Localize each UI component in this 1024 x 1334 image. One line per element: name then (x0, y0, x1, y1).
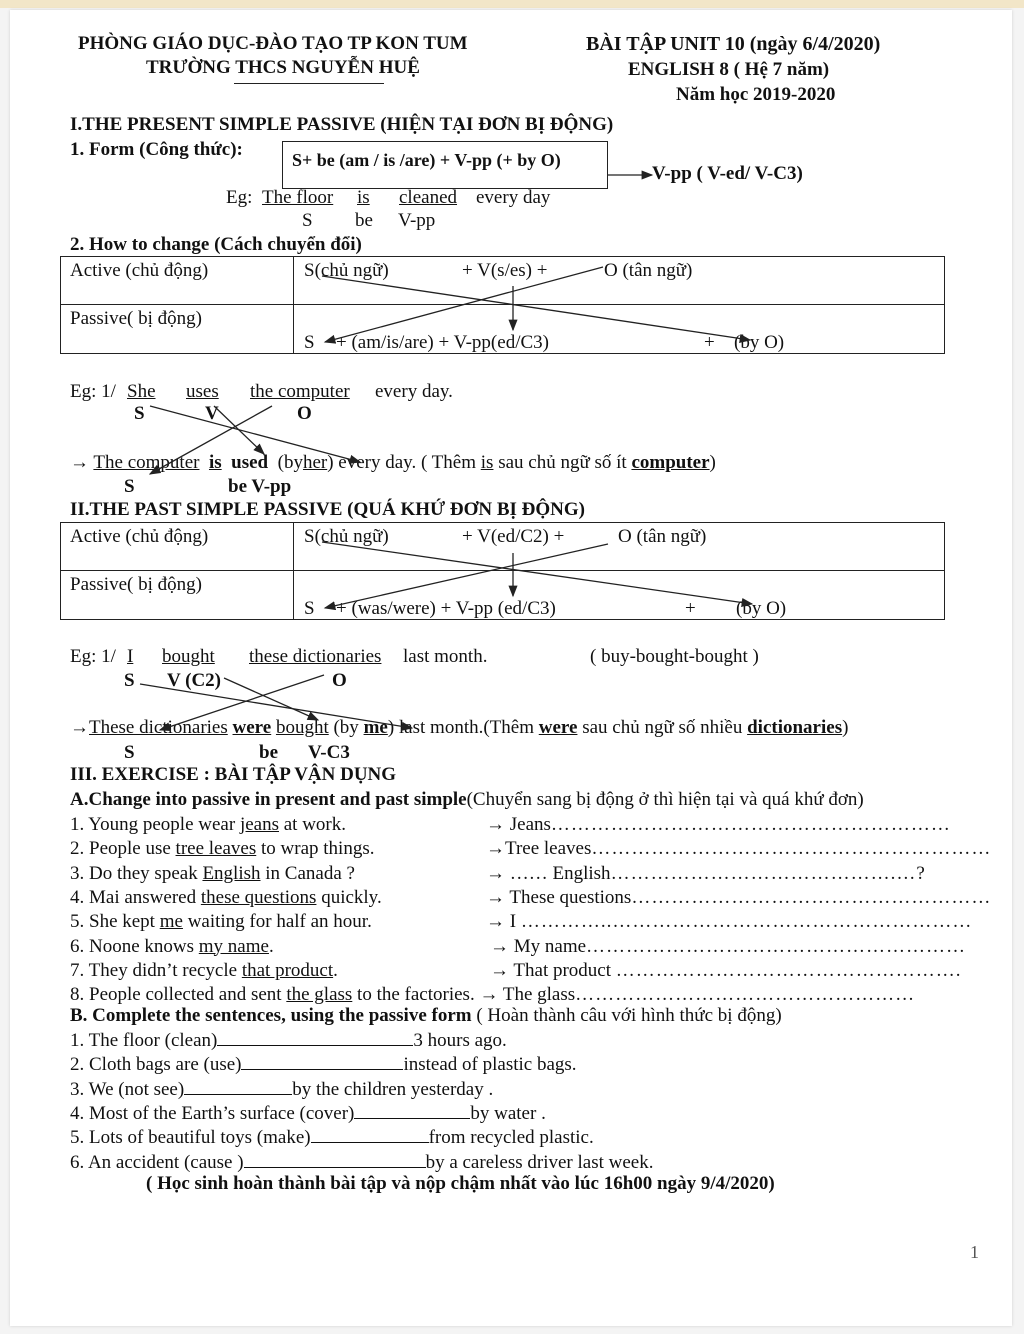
item-text-end: . (268, 935, 274, 957)
item-text: 8. People collected and sent (70, 984, 287, 1006)
item-text: 2. People use (70, 838, 176, 860)
item-underlined: English (202, 862, 261, 884)
ex1-ans-rest2: sau chủ ngữ số ít (493, 452, 632, 473)
present-passive-byo: (by O) (734, 332, 785, 353)
ex1-ans-rest1: ) every day. ( Thêm (327, 452, 481, 473)
ex1-ans-label-be: be V-pp (228, 476, 292, 497)
eg1-label-vpp: V-pp (398, 210, 436, 231)
ex1-ans-verb: used (231, 452, 269, 473)
ex1-ans-subject: The computer (93, 452, 200, 473)
eg1-prefix: Eg: (226, 187, 253, 208)
ex1-subject: She (127, 381, 156, 402)
past-table-col (293, 522, 294, 620)
answer-start: →Tree leaves (486, 838, 592, 860)
answer-start: → That product (490, 959, 616, 981)
answer-start: → …… English (486, 862, 611, 884)
item-underlined: jeans (239, 814, 279, 835)
exercise-b-instruction (70, 1005, 782, 1027)
item-text: 5. She kept (70, 911, 160, 933)
item-text-end: in Canada ? (260, 862, 355, 884)
answer-dots[interactable]: ………………………………………………… (586, 935, 967, 957)
past-passive-byo: (by O) (736, 598, 787, 619)
ex1-verb: uses (186, 381, 219, 402)
exercise-b-item (70, 1102, 546, 1125)
ex2-answer-line (70, 717, 848, 739)
past-active-subject: S(chủ ngữ) (304, 526, 389, 547)
answer-blank[interactable] (354, 1102, 470, 1119)
exercise-a-answer[interactable] (486, 814, 951, 836)
ex2-verb-forms: ( buy-bought-bought ) (590, 646, 759, 667)
answer-blank[interactable] (311, 1126, 429, 1143)
exercise-b-title: B. Complete the sentences, using the passive form (70, 1005, 472, 1026)
present-table-col (293, 256, 294, 354)
header-title: BÀI TẬP UNIT 10 (ngày 6/4/2020) (586, 33, 881, 55)
answer-dots[interactable]: …………………………………………… (575, 984, 916, 1006)
item-text: 6. Noone knows (70, 935, 199, 957)
item-text-end: to the factories. (352, 984, 480, 1006)
exercise-a-item (70, 863, 355, 885)
exercise-b-item (70, 1078, 493, 1101)
exercise-a-item (70, 838, 374, 860)
eg1-be: is (357, 187, 370, 208)
header-school: TRƯỜNG THCS NGUYỄN HUỆ (146, 57, 420, 78)
school-underline (234, 83, 384, 84)
ex2-label-o: O (332, 670, 347, 691)
item-text-end: at work. (278, 814, 346, 835)
answer-blank[interactable] (184, 1078, 292, 1095)
ex1-rest: every day. (375, 381, 453, 402)
answer-start: → These questions (486, 886, 632, 908)
past-active-verb: + V(ed/C2) + (462, 526, 565, 547)
answer-dots[interactable]: …………..……………………………………………… (520, 911, 973, 933)
vpp-note: V-pp ( V-ed/ V-C3) (652, 163, 803, 184)
exercise-a-answer[interactable] (486, 838, 991, 860)
answer-blank[interactable] (217, 1029, 413, 1046)
ex1-ans-is: is (480, 452, 494, 473)
answer-blank[interactable] (241, 1053, 403, 1070)
answer-dots[interactable]: …………………………………………………… (550, 814, 951, 835)
item-text: 7. They didn’t recycle (70, 959, 242, 981)
present-passive-subject: S (304, 332, 315, 353)
ex1-label-v: V (205, 403, 219, 424)
ex1-prefix: Eg: 1/ (70, 381, 116, 402)
past-passive-be: + (was/were) + V-pp (ed/C3) (336, 598, 556, 619)
ex1-answer-line (70, 452, 716, 474)
answer-dots[interactable]: ……………………………………………. (615, 959, 962, 981)
exercise-a-answer[interactable] (479, 984, 915, 1005)
ex1-ans-rest3: ) (709, 452, 716, 473)
item-text-end: 3 hours ago. (413, 1030, 507, 1051)
window-top-bar (0, 0, 1024, 8)
exercise-a-answer[interactable] (490, 936, 966, 958)
item-underlined: me (159, 911, 183, 933)
item-underlined: that product (241, 959, 334, 981)
ex2-object: these dictionaries (249, 646, 382, 667)
item-text: 1. Young people wear (70, 814, 240, 835)
ex2-ans-rest1: ) last month.(Thêm (387, 717, 539, 738)
item-text: 3. Do they speak (70, 862, 203, 884)
ex1-object: the computer (250, 381, 350, 402)
exercise-a-item (70, 960, 338, 982)
exercise-b-item (70, 1151, 653, 1174)
item-underlined: tree leaves (175, 838, 257, 860)
exercise-a-answer[interactable] (490, 960, 962, 982)
eg1-rest: every day (476, 187, 551, 208)
item-underlined: these questions (200, 886, 317, 908)
present-active-object: O (tân ngữ) (604, 260, 693, 281)
exercise-b-item (70, 1126, 594, 1149)
item-text-end: by water . (470, 1102, 546, 1124)
eg1-label-be: be (355, 210, 373, 231)
ex2-ans-me: me (363, 717, 388, 738)
eg1-verb: cleaned (399, 187, 458, 208)
item-text-end: . (333, 959, 338, 981)
item-text: 1. The floor (clean) (70, 1030, 218, 1051)
eg1-label-s: S (302, 210, 313, 231)
page-number: 1 (970, 1242, 979, 1262)
past-passive-label: Passive( bị động) (70, 574, 202, 595)
past-passive-plus: + (685, 598, 696, 619)
exercise-b-item (70, 1053, 577, 1076)
present-passive-label: Passive( bị động) (70, 308, 202, 329)
exercise-a-item (70, 887, 382, 909)
ex1-ans-by: (by (277, 452, 303, 473)
exercise-a-answer[interactable] (486, 911, 972, 933)
header-subject: ENGLISH 8 ( Hệ 7 năm) (628, 59, 830, 80)
answer-blank[interactable] (244, 1151, 426, 1168)
item-text-end: instead of plastic bags. (403, 1054, 577, 1076)
item-underlined: the glass (286, 984, 353, 1006)
formula-text: S+ be (am / is /are) + V-pp (+ by O) (292, 150, 561, 170)
item-text: 4. Most of the Earth’s surface (cover) (70, 1102, 355, 1124)
ex1-label-o: O (297, 403, 312, 424)
arrow-icon: → (70, 717, 89, 738)
form-label: 1. Form (Công thức): (70, 139, 243, 160)
ex1-ans-label-s: S (124, 476, 135, 497)
present-active-label: Active (chủ động) (70, 260, 209, 281)
past-passive-subject: S (304, 598, 315, 619)
ex1-ans-be: is (208, 452, 222, 473)
exercise-a-item (70, 814, 346, 836)
ex2-ans-verb: bought (275, 717, 329, 738)
ex2-ans-were: were (538, 717, 578, 738)
answer-start: → Jeans (486, 814, 551, 835)
exercise-a-note: (Chuyển sang bị động ở thì hiện tại và quá khứ đơn) (466, 789, 864, 810)
exercise-b-note: ( Hoàn thành câu với hình thức bị động) (471, 1005, 782, 1026)
exercise-a-item (70, 911, 372, 933)
answer-dots[interactable]: …………………………………………………… (591, 838, 992, 860)
answer-dots[interactable]: …………………………………….…? (610, 862, 926, 884)
item-underlined: my name (198, 935, 269, 957)
item-text-end: by a careless driver last week. (425, 1151, 654, 1173)
item-text-end: quickly. (316, 886, 382, 908)
exercise-b-item (70, 1029, 507, 1052)
exercise-a-answer[interactable] (486, 863, 926, 885)
ex2-ans-label-be: be (259, 742, 278, 763)
present-active-verb: + V(s/es) + (462, 260, 548, 281)
section2-heading: II.THE PAST SIMPLE PASSIVE (QUÁ KHỨ ĐƠN BỊ ĐỘNG) (70, 499, 586, 520)
item-text: 5. Lots of beautiful toys (make) (70, 1127, 311, 1149)
exercise-a-answer[interactable] (486, 887, 991, 909)
ex2-ans-subject: These dictionaries (89, 717, 228, 738)
ex2-subject: I (127, 646, 134, 667)
header-department: PHÒNG GIÁO DỤC-ĐÀO TẠO TP KON TUM (78, 33, 468, 54)
ex1-label-s: S (134, 403, 145, 424)
exercise-a-item (70, 984, 915, 1006)
answer-start: → My name (490, 935, 587, 957)
past-active-label: Active (chủ động) (70, 526, 209, 547)
item-text: 6. An accident (cause ) (70, 1151, 244, 1173)
ex2-label-s: S (124, 670, 135, 691)
ex2-label-v: V (C2) (167, 670, 222, 691)
past-table-divider (60, 570, 944, 571)
item-text: 2. Cloth bags are (use) (70, 1054, 242, 1076)
present-table-divider (60, 304, 944, 305)
ex2-ans-rest2: sau chủ ngữ số nhiều (577, 717, 748, 738)
answer-dots[interactable]: ……………………………………………… (631, 886, 992, 908)
arrow-icon: → (70, 452, 89, 473)
ex2-rest: last month. (403, 646, 488, 667)
answer-start: → The glass (479, 984, 576, 1006)
item-text: 4. Mai answered (70, 886, 201, 908)
ex2-ans-label-s: S (124, 742, 135, 763)
present-active-subject: S(chủ ngữ) (304, 260, 389, 281)
ex2-verb: bought (162, 646, 215, 667)
item-text: 3. We (not see) (70, 1078, 185, 1100)
ex2-ans-label-v: V-C3 (308, 742, 350, 763)
item-text-end: waiting for half an hour. (182, 911, 372, 933)
section1-heading: I.THE PRESENT SIMPLE PASSIVE (HIỆN TẠI ĐƠN BỊ ĐỘNG) (70, 114, 614, 135)
footer-note: ( Học sinh hoàn thành bài tập và nộp chậm nhất vào lúc 16h00 ngày 9/4/2020) (146, 1173, 775, 1194)
exercise-a-title: A.Change into passive in present and past simple (70, 789, 467, 810)
past-active-object: O (tân ngữ) (618, 526, 707, 547)
ex2-ans-by: (by (333, 717, 359, 738)
present-passive-be: + (am/is/are) + V-pp(ed/C3) (336, 332, 549, 353)
how-to-change: 2. How to change (Cách chuyển đổi) (70, 234, 362, 255)
item-text-end: to wrap things. (256, 838, 375, 860)
answer-start: → I (486, 911, 521, 933)
present-passive-plus: + (704, 332, 715, 353)
ex2-ans-be: were (232, 717, 272, 738)
header-school-year: Năm học 2019-2020 (676, 84, 836, 105)
item-text-end: from recycled plastic. (428, 1127, 594, 1149)
eg1-subject: The floor (262, 187, 334, 208)
item-text-end: by the children yesterday . (292, 1078, 494, 1100)
exercise-a-instruction (70, 789, 864, 811)
section3-heading: III. EXERCISE : BÀI TẬP VẬN DỤNG (70, 764, 397, 785)
exercise-a-item (70, 936, 274, 958)
ex2-ans-rest3: ) (842, 717, 849, 738)
ex1-ans-her: her (302, 452, 328, 473)
ex2-ans-dictionaries: dictionaries (747, 717, 843, 738)
ex2-prefix: Eg: 1/ (70, 646, 116, 667)
ex1-ans-computer: computer (631, 452, 710, 473)
